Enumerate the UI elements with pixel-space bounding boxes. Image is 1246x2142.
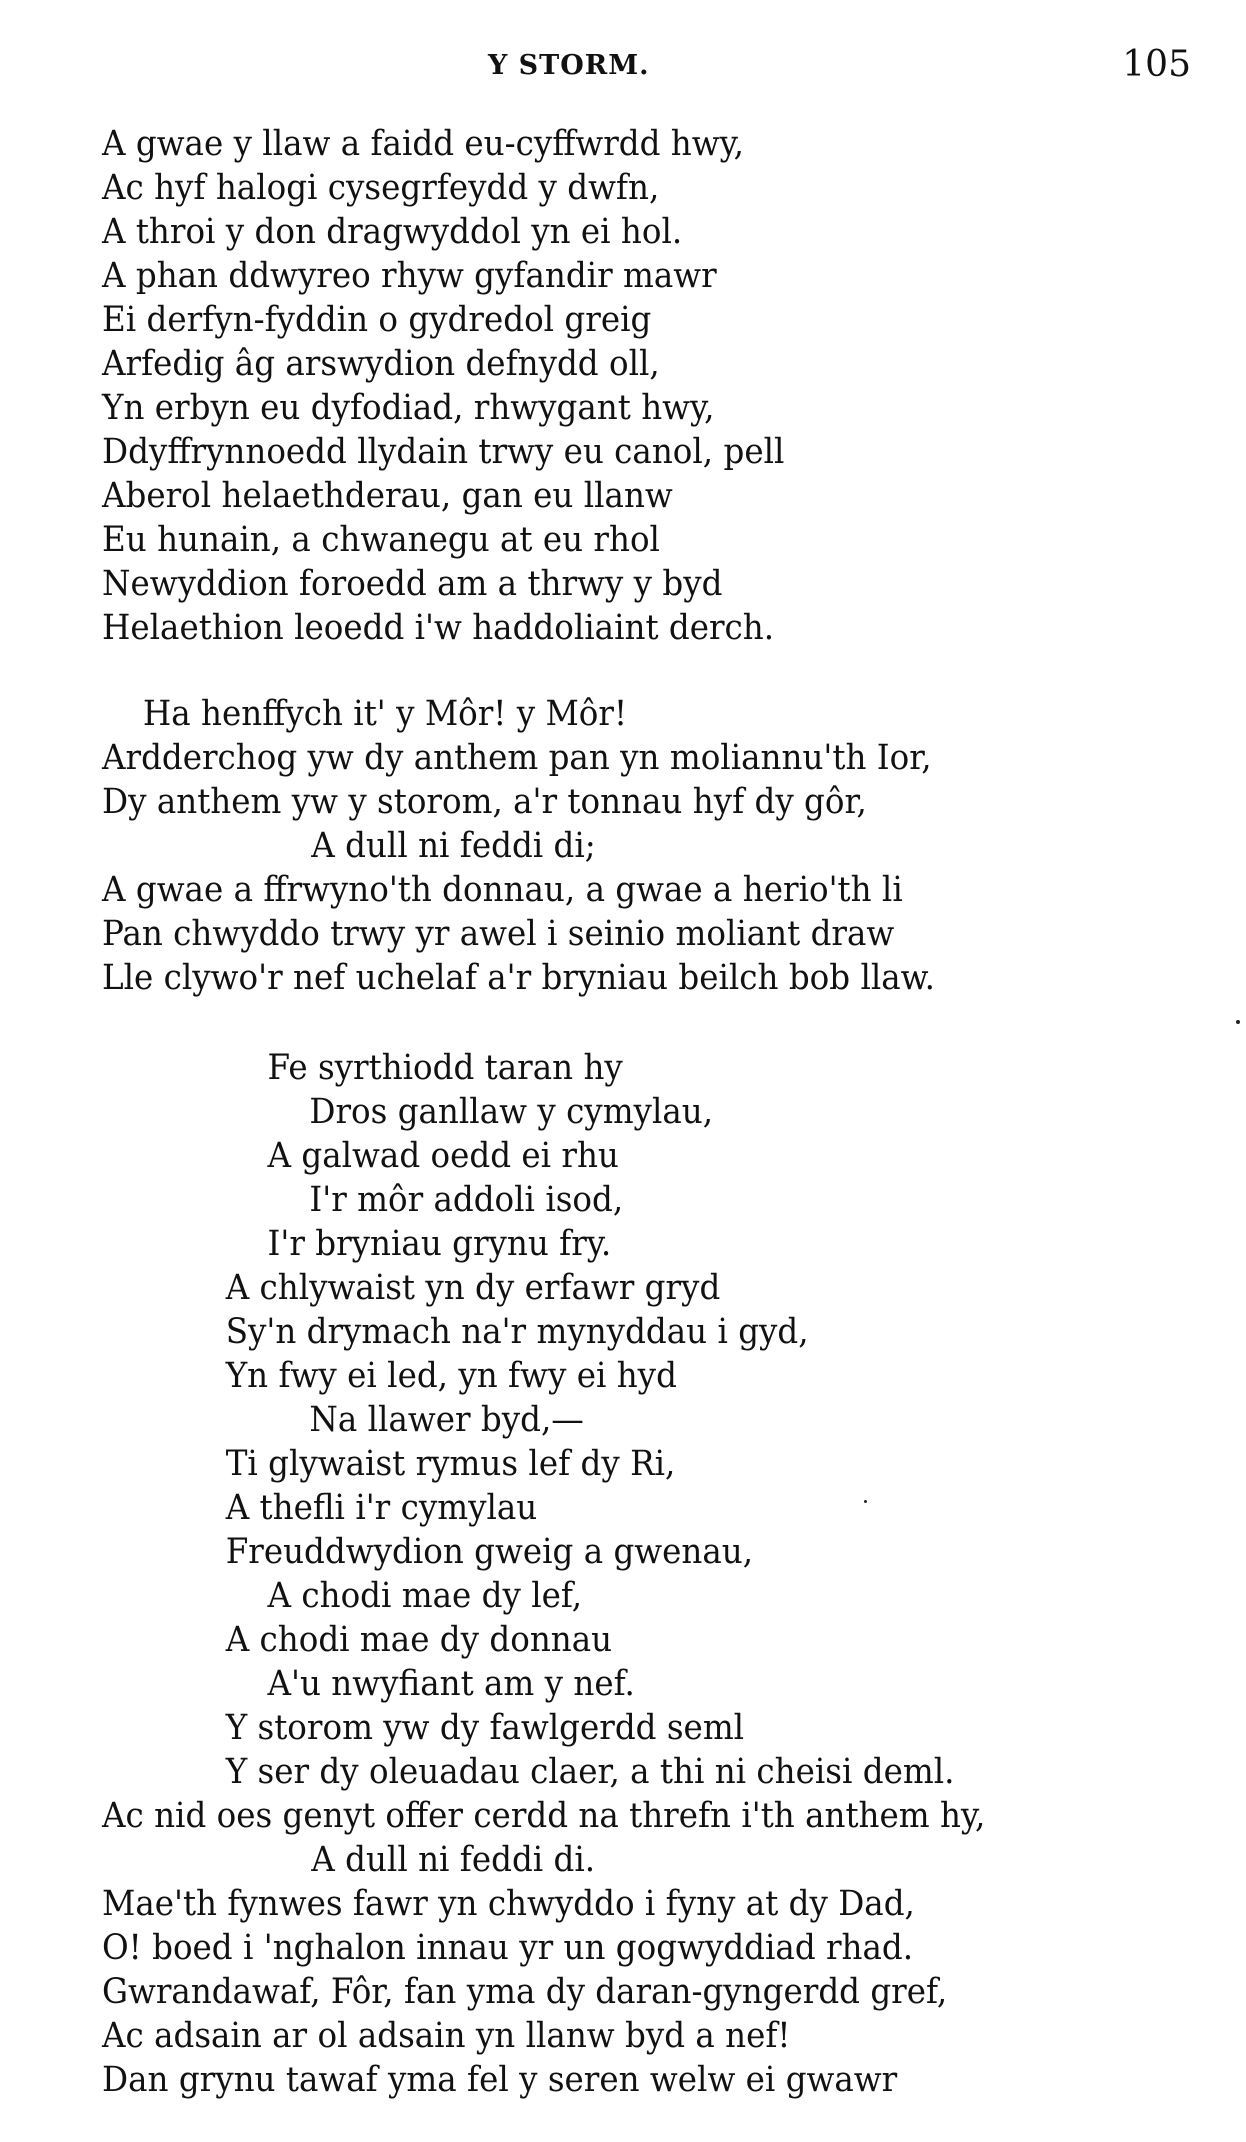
poem-line: Lle clywo'r nef uchelaf a'r bryniau beilch bob llaw.	[102, 958, 936, 998]
poem-line: O! boed i 'nghalon innau yr un gogwyddiad rhad.	[102, 1928, 914, 1968]
stanza-break	[102, 1000, 1212, 1046]
poem-line: Pan chwyddo trwy yr awel i seinio moliant draw	[102, 914, 895, 954]
poem-line: Newyddion foroedd am a thrwy y byd	[102, 564, 723, 604]
poem-line: Na llawer byd,—	[309, 1400, 584, 1440]
page-number: 105	[1122, 44, 1191, 85]
poem-line: Sy'n drymach na'r mynyddau i gyd,	[225, 1312, 809, 1352]
poem-line: Ardderchog yw dy anthem pan yn moliannu'th Ior,	[102, 738, 932, 778]
poem-line: Dan grynu tawaf yma fel y seren welw ei gwawr	[102, 2060, 898, 2100]
stanza-break	[102, 650, 1212, 692]
poem-line: I'r bryniau grynu fry.	[267, 1224, 612, 1264]
poem-line: A dull ni feddi di.	[311, 1840, 596, 1880]
poem-line: Dros ganllaw y cymylau,	[309, 1092, 714, 1132]
poem-line: Arfedig âg arswydion defnydd oll,	[102, 344, 660, 384]
poem-line: Helaethion leoedd i'w haddoliaint derch.	[102, 608, 775, 648]
poem-line: Dy anthem yw y storom, a'r tonnau hyf dy gôr,	[102, 782, 867, 822]
poem-line: Ti glywaist rymus lef dy Ri,	[225, 1444, 676, 1484]
poem-line: Freuddwydion gweig a gwenau,	[225, 1532, 754, 1572]
poem-line: Gwrandawaf, Fôr, fan yma dy daran-gyngerdd gref,	[102, 1972, 948, 2012]
poem-line: Yn fwy ei led, yn fwy ei hyd	[225, 1356, 677, 1396]
poem-line: A galwad oedd ei rhu	[267, 1136, 619, 1176]
poem-line: Ac adsain ar ol adsain yn llanw byd a nef!	[102, 2016, 791, 2056]
page-header	[0, 44, 1246, 94]
poem-body	[102, 122, 1212, 2102]
poem-line: Ei derfyn-fyddin o gydredol greig	[102, 300, 652, 340]
poem-line: Aberol helaethderau, gan eu llanw	[102, 476, 673, 516]
poem-line: I'r môr addoli isod,	[309, 1180, 624, 1220]
poem-line: Fe syrthiodd taran hy	[267, 1048, 623, 1088]
poem-line: A gwae y llaw a faidd eu-cyffwrdd hwy,	[102, 124, 745, 164]
poem-line: Eu hunain, a chwanegu at eu rhol	[102, 520, 660, 560]
poem-line: A throi y don dragwyddol yn ei hol.	[102, 212, 683, 252]
poem-line: A'u nwyfiant am y nef.	[267, 1664, 635, 1704]
poem-line: A chodi mae dy donnau	[225, 1620, 613, 1660]
stanza-1	[102, 122, 1212, 650]
stanza-2	[102, 692, 1212, 1000]
poem-line: A dull ni feddi di;	[311, 826, 596, 866]
poem-line: Ha henffych it' y Môr! y Môr!	[142, 694, 628, 734]
poem-line: Ac nid oes genyt offer cerdd na threfn i'th anthem hy,	[102, 1796, 986, 1836]
print-speck	[1236, 1020, 1240, 1024]
poem-line: A chlywaist yn dy erfawr gryd	[225, 1268, 721, 1308]
poem-line: A phan ddwyreo rhyw gyfandir mawr	[102, 256, 717, 296]
poem-line: A thefli i'r cymylau	[225, 1488, 538, 1528]
poem-line: Yn erbyn eu dyfodiad, rhwygant hwy,	[102, 388, 715, 428]
poem-line: A chodi mae dy lef,	[267, 1576, 583, 1616]
poem-line: Ac hyf halogi cysegrfeydd y dwfn,	[102, 168, 660, 208]
poem-line: Ddyffrynnoedd llydain trwy eu canol, pell	[102, 432, 785, 472]
poem-line: A gwae a ffrwyno'th donnau, a gwae a herio'th li	[102, 870, 903, 910]
running-title: Y STORM.	[488, 50, 650, 81]
poem-line: Mae'th fynwes fawr yn chwyddo i fyny at dy Dad,	[102, 1884, 915, 1924]
stanza-3	[102, 1046, 1212, 2102]
poem-line: Y storom yw dy fawlgerdd seml	[225, 1708, 745, 1748]
print-speck	[864, 1500, 867, 1503]
poem-line: Y ser dy oleuadau claer, a thi ni cheisi deml.	[225, 1752, 955, 1792]
